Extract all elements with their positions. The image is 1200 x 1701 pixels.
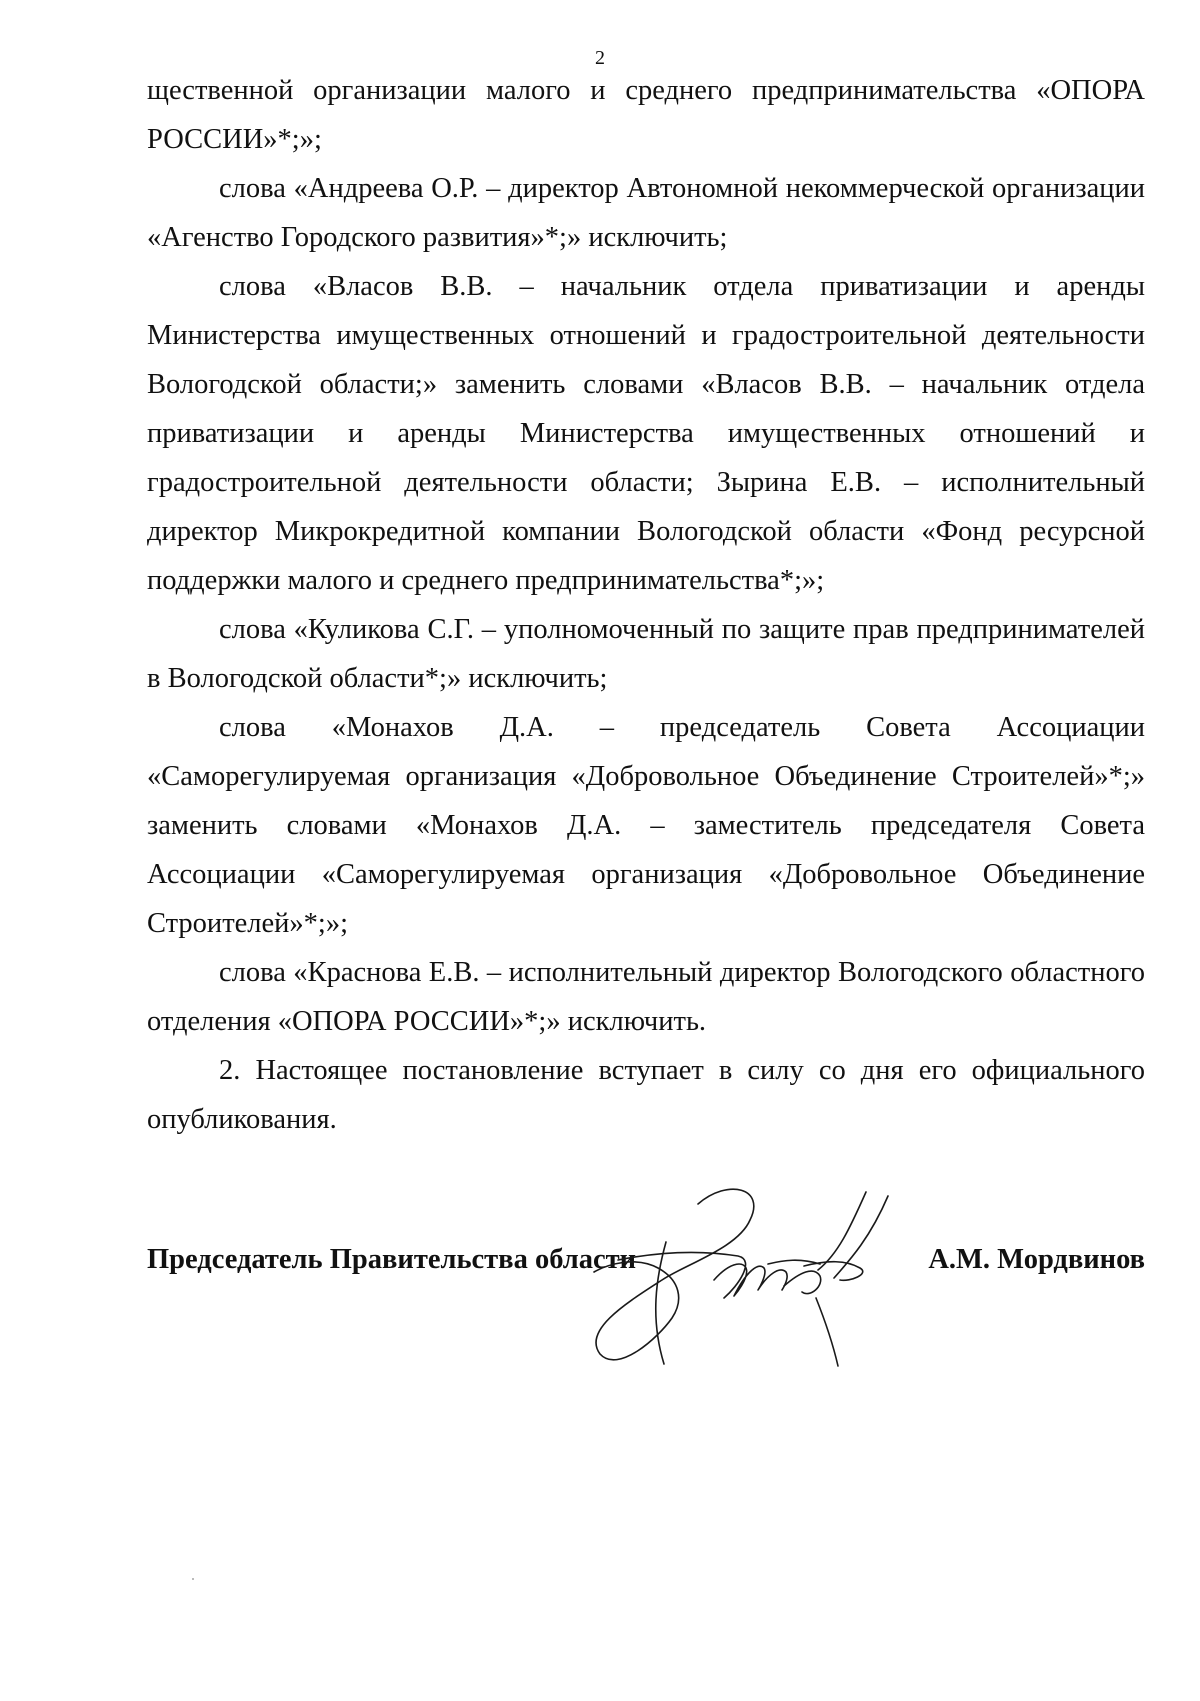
paragraph-kulikova: слова «Куликова С.Г. – уполномоченный по защите прав предпринимателей в Вологодской области*;» исключить; — [147, 614, 1145, 694]
paragraph-andreeva: слова «Андреева О.Р. – директор Автономной некоммерческой организации «Агенство Городского развития»*;» исключить; — [147, 173, 1145, 253]
handwritten-signature — [588, 1168, 948, 1378]
paragraph-vlasov: слова «Власов В.В. – начальник отдела приватизации и аренды Министерства имущественных отношений и градостроительной деятельности Вологодской области;» заменить словами «Власов В.В. – начальник отдела приватизации и аренды Министерства имущественных отношений и градостроительной деятельности области; Зырина Е.В. – исполнительный директор Микрокредитной компании Вологодской области «Фонд ресурсной поддержки малого и среднего предпринимательства*;»; — [147, 271, 1145, 596]
signatory-name: А.М. Мордвинов — [928, 1244, 1145, 1275]
scan-artifact-dot — [192, 1578, 194, 1580]
page-number: 2 — [595, 47, 605, 69]
document-body — [147, 66, 1145, 1144]
paragraph-monakhov: слова «Монахов Д.А. – председатель Совета Ассоциации «Саморегулируемая организация «Добровольное Объединение Строителей»*;» заменить словами «Монахов Д.А. – заместитель председателя Совета Ассоциации «Саморегулируемая организация «Добровольное Объединение Строителей»*;»; — [147, 712, 1145, 939]
paragraph-continuation: щественной организации малого и среднего предпринимательства «ОПОРА РОССИИ»*;»; — [147, 75, 1145, 155]
signatory-position: Председатель Правительства области — [147, 1244, 637, 1275]
paragraph-krasnova: слова «Краснова Е.В. – исполнительный директор Вологодского областного отделения «ОПОРА РОССИИ»*;» исключить. — [147, 957, 1145, 1037]
paragraph-effective-date: 2. Настоящее постановление вступает в силу со дня его официального опубликования. — [147, 1055, 1145, 1135]
